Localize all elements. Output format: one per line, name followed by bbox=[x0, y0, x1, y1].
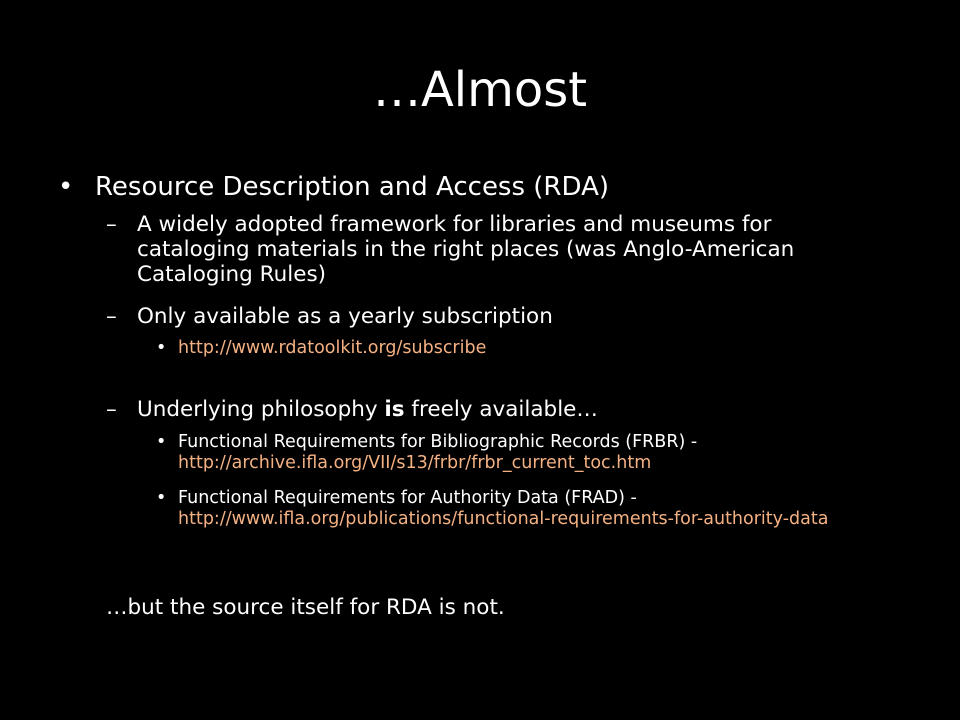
bullet-marker: • bbox=[156, 338, 167, 358]
bullet-framework: A widely adopted framework for libraries and museums for cataloging materials in the right places (was Anglo-American Cataloging Rules) bbox=[137, 212, 795, 287]
bullet-marker: • bbox=[156, 488, 167, 508]
bullet-rda: Resource Description and Access (RDA) bbox=[95, 172, 609, 202]
bullet-subscription: Only available as a yearly subscription bbox=[137, 304, 553, 329]
link-frad[interactable]: http://www.ifla.org/publications/functional-requirements-for-authority-data bbox=[178, 509, 829, 529]
bullet-frad bbox=[178, 488, 898, 530]
philosophy-text-after: freely available… bbox=[404, 397, 598, 422]
frbr-title: Functional Requirements for Bibliographic Records (FRBR) - bbox=[178, 432, 698, 452]
bullet-marker: • bbox=[156, 432, 167, 452]
bullet-philosophy bbox=[137, 397, 897, 422]
bullet-marker: • bbox=[58, 172, 74, 202]
dash-marker: – bbox=[106, 212, 117, 237]
dash-marker: – bbox=[106, 304, 117, 329]
philosophy-text-before: Underlying philosophy bbox=[137, 397, 385, 422]
frad-title: Functional Requirements for Authority Data (FRAD) - bbox=[178, 488, 637, 508]
link-frbr[interactable]: http://archive.ifla.org/VII/s13/frbr/frbr_current_toc.htm bbox=[178, 453, 652, 473]
closing-statement: …but the source itself for RDA is not. bbox=[106, 595, 505, 620]
link-rdatoolkit[interactable]: http://www.rdatoolkit.org/subscribe bbox=[178, 338, 487, 358]
bullet-frbr bbox=[178, 432, 898, 474]
slide-title: …Almost bbox=[372, 62, 588, 118]
dash-marker: – bbox=[106, 397, 117, 422]
philosophy-text-bold: is bbox=[384, 397, 405, 422]
